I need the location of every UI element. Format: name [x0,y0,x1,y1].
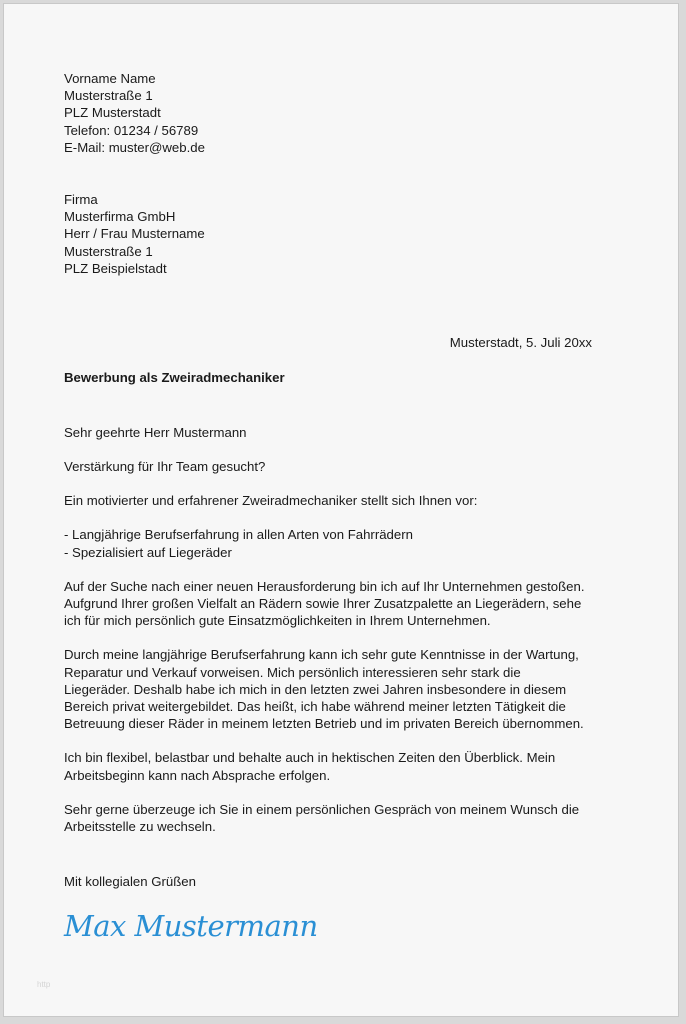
sender-name: Vorname Name [64,71,156,86]
list-item: - Langjährige Berufserfahrung in allen Arten von Fahrrädern [64,527,413,543]
text-line: Auf der Suche nach einer neuen Herausforderung bin ich auf Ihr Unternehmen gestoßen. [64,578,585,594]
sender-city: PLZ Musterstadt [64,105,161,121]
letter-subject: Bewerbung als Zweiradmechaniker [64,370,285,385]
recipient-contact: Herr / Frau Mustername [64,226,205,242]
text-line: Liegeräder. Deshalb habe ich mich in den letzten zwei Jahren insbesondere in diesem [64,681,567,697]
letter-page [3,3,679,1017]
text-line: Aufgrund Ihrer großen Vielfalt an Rädern sowie Ihrer Zusatzpalette an Liegerädern, sehe [64,596,582,612]
intro-statement: Ein motivierter und erfahrener Zweiradmechaniker stellt sich Ihnen vor: [64,493,478,509]
letter-closing: Mit kollegialen Grüßen [64,874,196,889]
recipient-company: Musterfirma GmbH [64,209,176,225]
sender-address [64,70,624,156]
text-line: Sehr gerne überzeuge ich Sie in einem persönlichen Gespräch von meinem Wunsch die [64,801,580,817]
handwritten-signature [62,902,318,950]
text-line: Arbeitsstelle zu wechseln. [64,819,216,835]
sender-street: Musterstraße 1 [64,88,153,104]
signature-text: Max Mustermann [64,909,318,943]
intro-question: Verstärkung für Ihr Team gesucht? [64,459,266,474]
paragraph-flexibility [64,749,624,783]
recipient-street: Musterstraße 1 [64,243,153,259]
letter-date: Musterstadt, 5. Juli 20xx [449,335,592,350]
qualification-list [64,526,624,560]
text-line: Arbeitsbeginn kann nach Absprache erfolgen. [64,767,331,783]
text-line: Betreuung dieser Räder in meinem letzten Betrieb und im privaten Bereich übernommen. [64,716,584,732]
text-line: Reparatur und Verkauf vorweisen. Mich persönlich interessieren sehr stark die [64,664,521,680]
recipient-address [64,191,624,277]
watermark: http [37,980,51,989]
paragraph-closing-request [64,801,624,835]
letter-body [64,458,624,852]
paragraph-experience [64,646,624,732]
text-line: Ich bin flexibel, belastbar und behalte auch in hektischen Zeiten den Überblick. Mein [64,750,556,766]
paragraph-motivation [64,578,624,630]
recipient-city: PLZ Beispielstadt [64,260,167,276]
text-line: ich für mich persönlich gute Einsatzmöglichkeiten in Ihrem Unternehmen. [64,613,491,629]
text-line: Durch meine langjährige Berufserfahrung kann ich sehr gute Kenntnisse in der Wartung, [64,647,579,663]
recipient-label: Firma [64,192,98,207]
text-line: Bereich privat weitergebildet. Das heißt, ich habe während meiner letzten Tätigkeit die [64,699,566,715]
sender-email: E-Mail: muster@web.de [64,139,205,155]
letter-salutation: Sehr geehrte Herr Mustermann [64,425,247,440]
sender-phone: Telefon: 01234 / 56789 [64,122,199,138]
list-item: - Spezialisiert auf Liegeräder [64,544,232,560]
